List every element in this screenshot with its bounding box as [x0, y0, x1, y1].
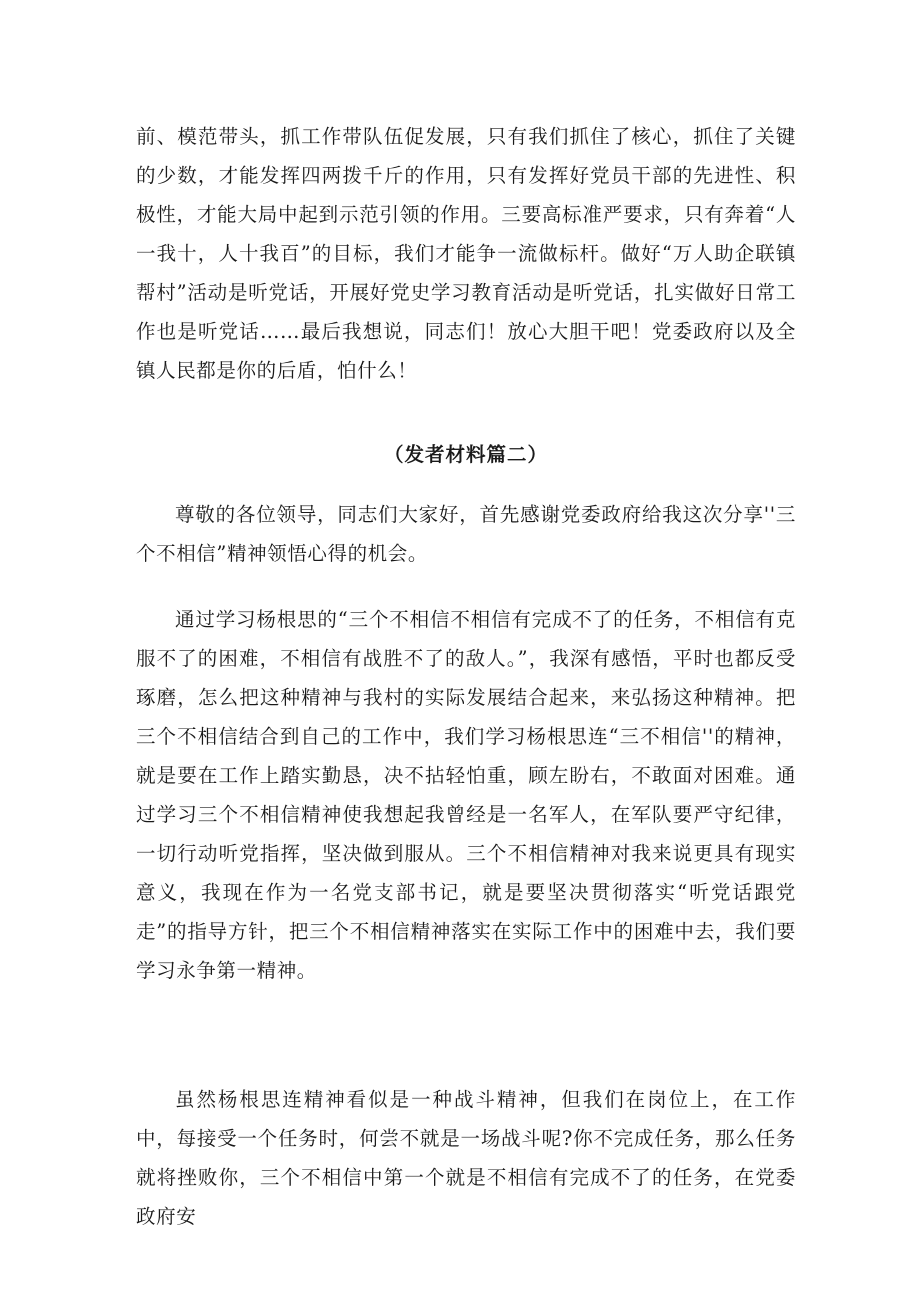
body-paragraph-2: 尊敬的各位领导，同志们大家好，首先感谢党委政府给我这次分享''三个不相信”精神领悟心得的机会。 [136, 503, 796, 565]
body-paragraph-3: 通过学习杨根思的“三个不相信不相信有完成不了的任务，不相信有克服不了的困难，不相信有战胜不了的敌人。”，我深有感悟，平时也都反受琢磨，怎么把这种精神与我村的实际发展结合起来，来弘扬这种精神。把三个不相信结合到自己的工作中，我们学习杨根思连“三不相信''的精神，就是要在工作上踏实勤恳，决不拈轻怕重，顾左盼右，不敢面对困难。通过学习三个不相信精神使我想起我曾经是一名军人，在军队要严守纪律，一切行动听党指挥，坚决做到服从。三个不相信精神对我来说更具有现实意义，我现在作为一名党支部书记，就是要坚决贯彻落实“听党话跟党走”的指导方针，把三个不相信精神落实在实际工作中的困难中去，我们要学习永争第一精神。 [136, 608, 796, 982]
body-paragraph-1: 前、模范带头，抓工作带队伍促发展，只有我们抓住了核心，抓住了关键的少数，才能发挥四两拨千斤的作用，只有发挥好党员干部的先进性、积极性，才能大局中起到示范引领的作用。三要高标准严要求，只有奔着“人一我十，人十我百”的目标，我们才能争一流做标杆。做好“万人助企联镇帮村”活动是听党话，开展好党史学习教育活动是听党话，扎实做好日常工作也是听党话……最后我想说，同志们！放心大胆干吧！党委政府以及全镇人民都是你的后盾，怕什么！ [136, 125, 796, 382]
body-paragraph-4: 虽然杨根思连精神看似是一种战斗精神，但我们在岗位上，在工作中，每接受一个任务时，何尝不就是一场战斗呢?你不完成任务，那么任务就将挫败你，三个不相信中第一个就是不相信有完成不了的任务，在党委政府安 [136, 1088, 796, 1228]
section-heading: （发者材料篇二） [383, 443, 548, 466]
